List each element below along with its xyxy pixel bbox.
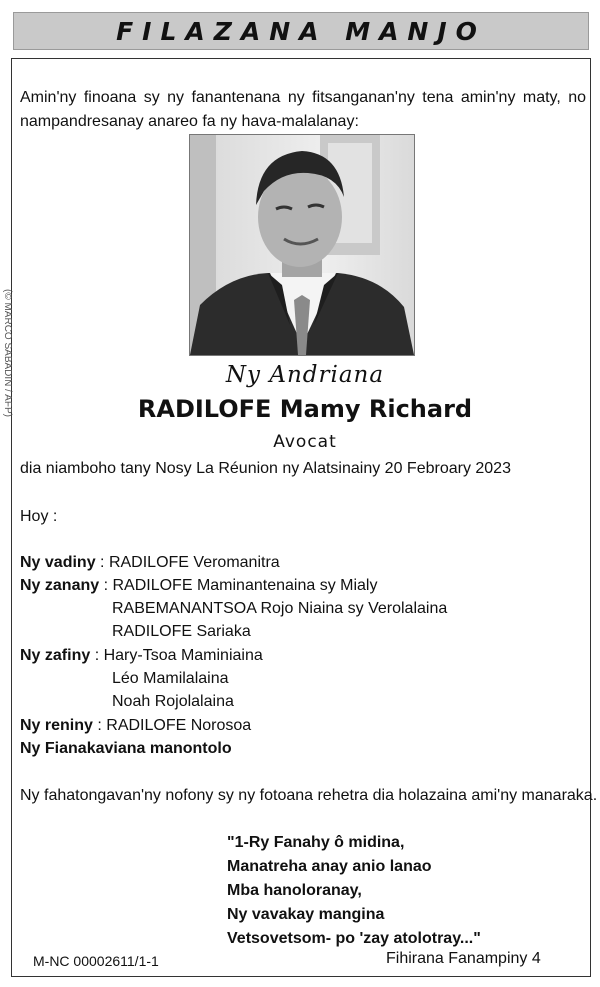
quote-line: Mba hanoloranay, bbox=[227, 882, 362, 899]
portrait-photo bbox=[189, 134, 415, 356]
quote-line: Ny vavakay mangina bbox=[227, 906, 385, 923]
relation-label: Ny reniny bbox=[20, 717, 93, 734]
header-bar bbox=[13, 12, 589, 50]
relation-separator: : bbox=[92, 717, 107, 734]
family-name: Hary-Tsoa Maminiaina bbox=[103, 647, 263, 664]
intro-text: Amin'ny finoana sy ny fanantenana ny fitsanganan'ny tena amin'ny maty, no nampandresanay anareo fa ny hava-malalanay: bbox=[20, 89, 586, 130]
relation-separator: : bbox=[90, 647, 104, 664]
family-name: RADILOFE Norosoa bbox=[106, 717, 252, 734]
family-name: RADILOFE Veromanitra bbox=[108, 554, 280, 571]
profession: Avocat bbox=[273, 432, 337, 452]
relation-separator: : bbox=[95, 554, 109, 571]
deceased-name: RADILOFE Mamy Richard bbox=[137, 395, 473, 423]
relation-label: Ny zafiny bbox=[20, 647, 91, 664]
family-name: RADILOFE Sariaka bbox=[112, 623, 251, 640]
family-row-reniny bbox=[20, 716, 251, 736]
family-row-vadiny bbox=[20, 553, 280, 573]
family-name: RABEMANANTSOA Rojo Niaina sy Verolalaina bbox=[112, 600, 448, 617]
family-name: Léo Mamilalaina bbox=[112, 670, 229, 687]
quote-line: Manatreha anay anio lanao bbox=[227, 858, 432, 875]
header-title: FILAZANA MANJO bbox=[116, 16, 486, 46]
family-row-zafiny bbox=[20, 646, 263, 666]
family-row-zanany bbox=[20, 576, 377, 596]
family-whole: Ny Fianakaviana manontolo bbox=[20, 740, 232, 757]
reference-code: M-NC 00002611/1-1 bbox=[33, 953, 159, 969]
death-notice: dia niamboho tany Nosy La Réunion ny Alatsinainy 20 Febroary 2023 bbox=[20, 460, 511, 477]
family-name: RADILOFE Maminantenaina sy Mialy bbox=[112, 577, 378, 594]
hymn-quote bbox=[227, 831, 481, 951]
relation-label: Ny zanany bbox=[20, 577, 100, 594]
quote-line: Vetsovetsom- po 'zay atolotray..." bbox=[227, 930, 481, 947]
hoy-label: Hoy : bbox=[20, 508, 58, 525]
family-name: Noah Rojolalaina bbox=[112, 693, 234, 710]
relation-label: Ny vadiny bbox=[20, 554, 96, 571]
hymn-reference: Fihirana Fanampiny 4 bbox=[386, 950, 541, 967]
portrait-illustration bbox=[190, 135, 414, 355]
honorific: Ny Andriana bbox=[225, 362, 385, 388]
quote-line: "1-Ry Fanahy ô midina, bbox=[227, 834, 405, 851]
relation-separator: : bbox=[99, 577, 113, 594]
photo-credit: (© MARCO SABADIN / AFP) bbox=[2, 289, 13, 417]
funeral-note: Ny fahatongavan'ny nofony sy ny fotoana rehetra dia holazaina ami'ny manaraka. bbox=[20, 787, 598, 804]
